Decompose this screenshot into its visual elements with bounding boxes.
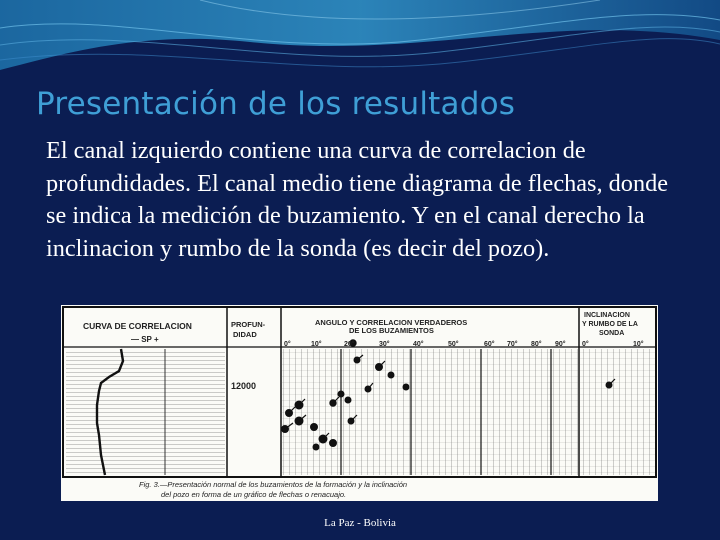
angle-tick: 50° [448,341,459,348]
figure-col4-title-1: INCLINACION [584,312,630,319]
angle-tick: 0° [284,341,291,348]
angle-tick: 70° [507,341,518,348]
figure-col3-title-1: ANGULO Y CORRELACION VERDADEROS [315,318,468,327]
figure-caption-line-1: Fig. 3.—Presentación normal de los buzamientos de la formación y la inclinación [139,480,408,489]
figure-col2-title-2: DIDAD [233,330,257,339]
well-log-figure [61,305,658,501]
figure-col1-title: CURVA DE CORRELACION [83,321,192,331]
decorative-wave-header [0,0,720,95]
figure-col2-title-1: PROFUN- [231,320,266,329]
angle-tick: 80° [531,341,542,348]
well-log-diagram [61,305,658,501]
col4-tick: 0° [582,341,589,348]
figure-caption-line-2: del pozo en forma de un gráfico de flechas o renacuajo. [161,490,347,499]
angle-tick: 20° [344,341,355,348]
figure-col3-title-2: DE LOS BUZAMIENTOS [349,326,434,335]
angle-tick: 40° [413,341,424,348]
figure-col4-title-2: Y RUMBO DE LA [582,321,638,328]
angle-tick: 90° [555,341,566,348]
slide-body-text: El canal izquierdo contiene una curva de correlacion de profundidades. El canal medio tiene diagrama de flechas, donde se indica la medición de buzamiento. Y en el canal derecho la inclinacion y rumbo de la sonda (es decir del pozo). [46,137,669,262]
angle-tick: 30° [379,341,390,348]
angle-tick: 10° [311,341,322,348]
col4-tick: 10° [633,341,644,348]
depth-label: 12000 [231,381,257,391]
figure-col1-sub: — SP + [131,335,159,344]
slide-footer: La Paz - Bolivia [324,517,396,529]
slide-title: Presentación de los resultados [36,86,516,122]
angle-tick: 60° [484,341,495,348]
figure-col4-title-3: SONDA [599,330,625,337]
